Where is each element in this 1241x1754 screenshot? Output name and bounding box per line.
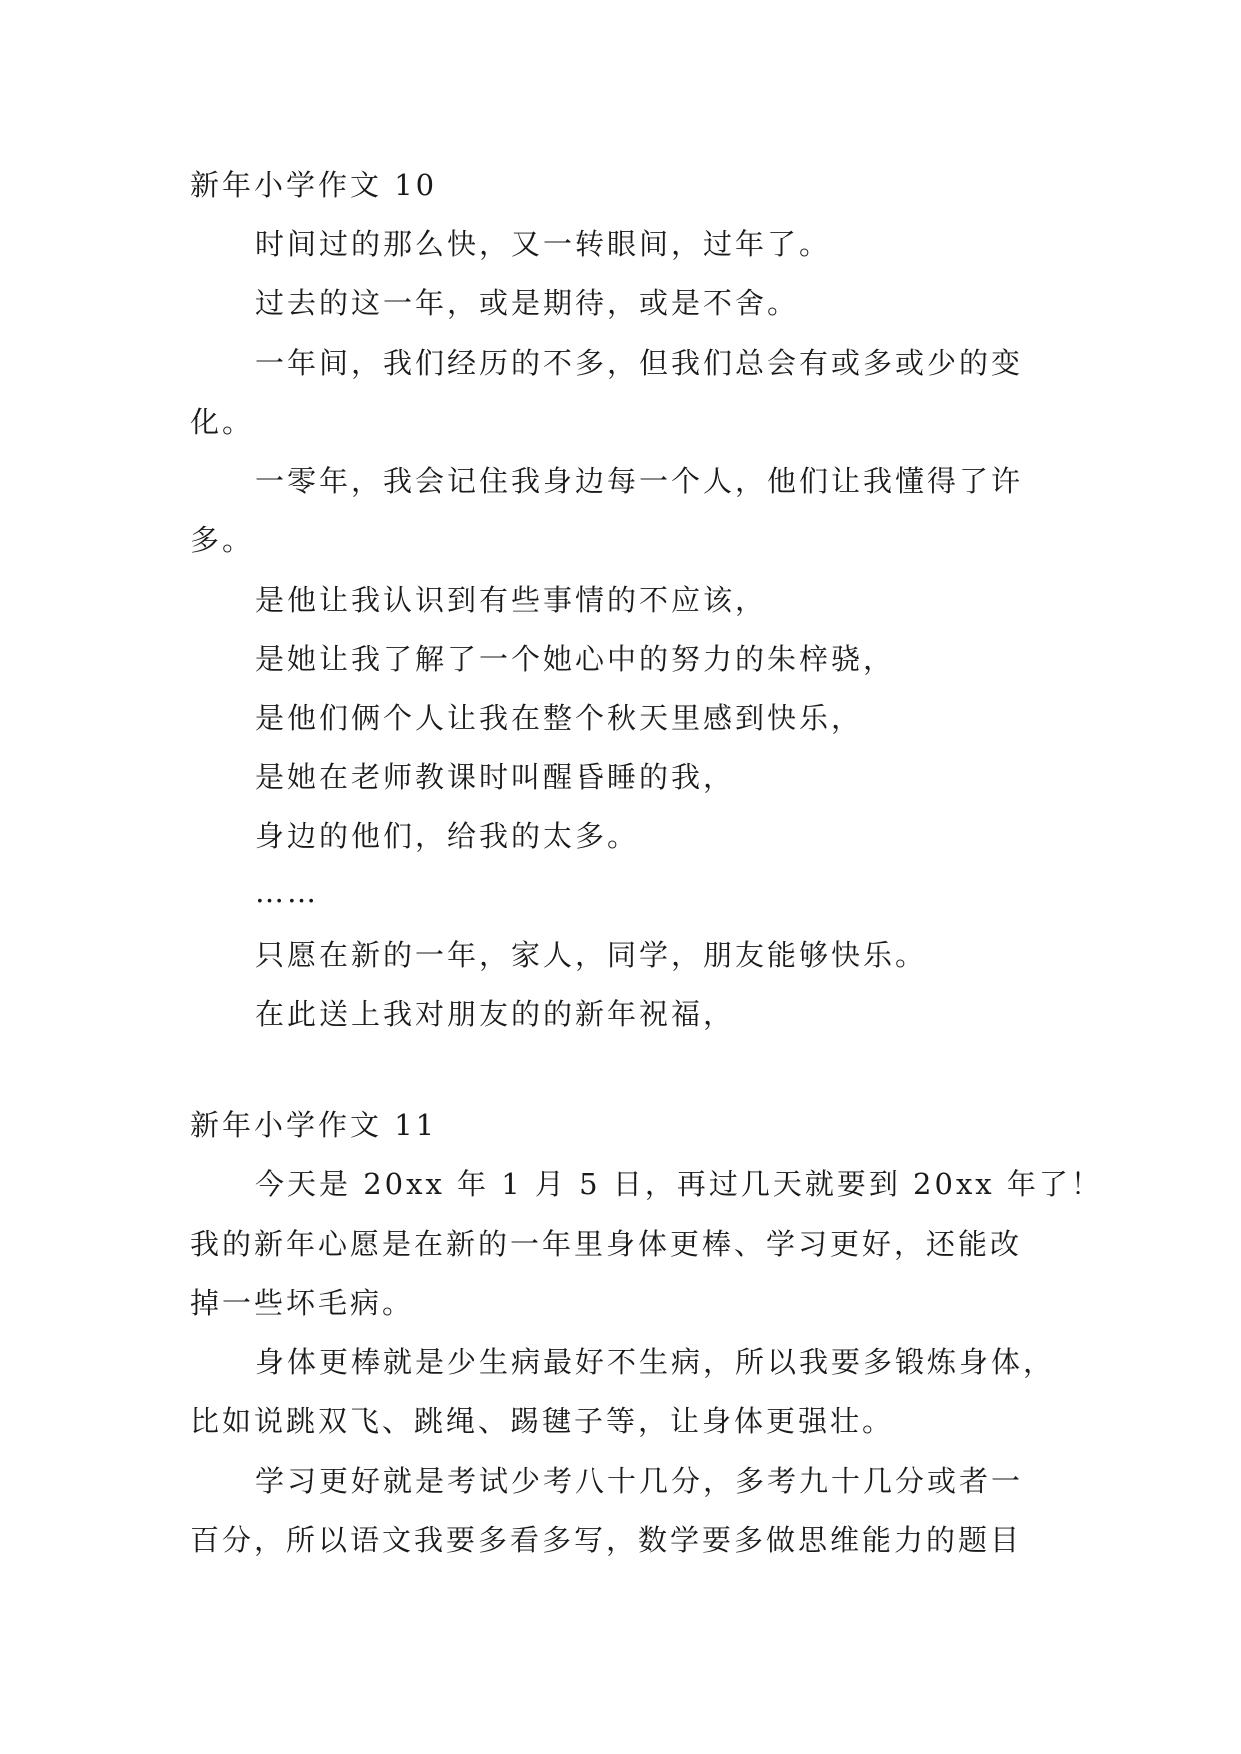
ellipsis-line: …… [255,875,319,909]
paragraph-line: 过去的这一年，或是期待，或是不舍。 [255,286,800,320]
paragraph-line: 掉一些坏毛病。 [190,1286,415,1320]
paragraph-line: 时间过的那么快，又一转眼间，过年了。 [255,227,832,261]
paragraph-line: 身边的他们，给我的太多。 [255,819,640,853]
paragraph-line: 是他们俩个人让我在整个秋天里感到快乐， [255,701,864,735]
paragraph-line: 在此送上我对朋友的的新年祝福， [255,997,736,1031]
paragraph-line: 是她让我了解了一个她心中的努力的朱梓骁， [255,642,896,676]
paragraph-line: 比如说跳双飞、跳绳、踢毽子等，让身体更强壮。 [190,1404,895,1438]
paragraph-line: 是她在老师教课时叫醒昏睡的我， [255,760,736,794]
paragraph-line: 百分，所以语文我要多看多写，数学要多做思维能力的题目 [190,1523,1023,1557]
section-title: 新年小学作文 10 [190,168,438,202]
paragraph-line: 今天是 20xx 年 1 月 5 日，再过几天就要到 20xx 年了！ [255,1167,1103,1201]
paragraph-line: 学习更好就是考试少考八十几分，多考九十几分或者一 [255,1464,1024,1498]
section-title: 新年小学作文 11 [190,1108,438,1142]
paragraph-line: 我的新年心愿是在新的一年里身体更棒、学习更好，还能改 [190,1227,1023,1261]
paragraph-line: 多。 [190,523,255,557]
paragraph-line: 只愿在新的一年，家人，同学，朋友能够快乐。 [255,938,928,972]
paragraph-line: 一年间，我们经历的不多，但我们总会有或多或少的变 [255,346,1024,380]
paragraph-line: 一零年，我会记住我身边每一个人，他们让我懂得了许 [255,464,1024,498]
paragraph-line: 化。 [190,405,255,439]
paragraph-line: 身体更棒就是少生病最好不生病，所以我要多锻炼身体， [255,1345,1056,1379]
paragraph-line: 是他让我认识到有些事情的不应该， [255,583,768,617]
